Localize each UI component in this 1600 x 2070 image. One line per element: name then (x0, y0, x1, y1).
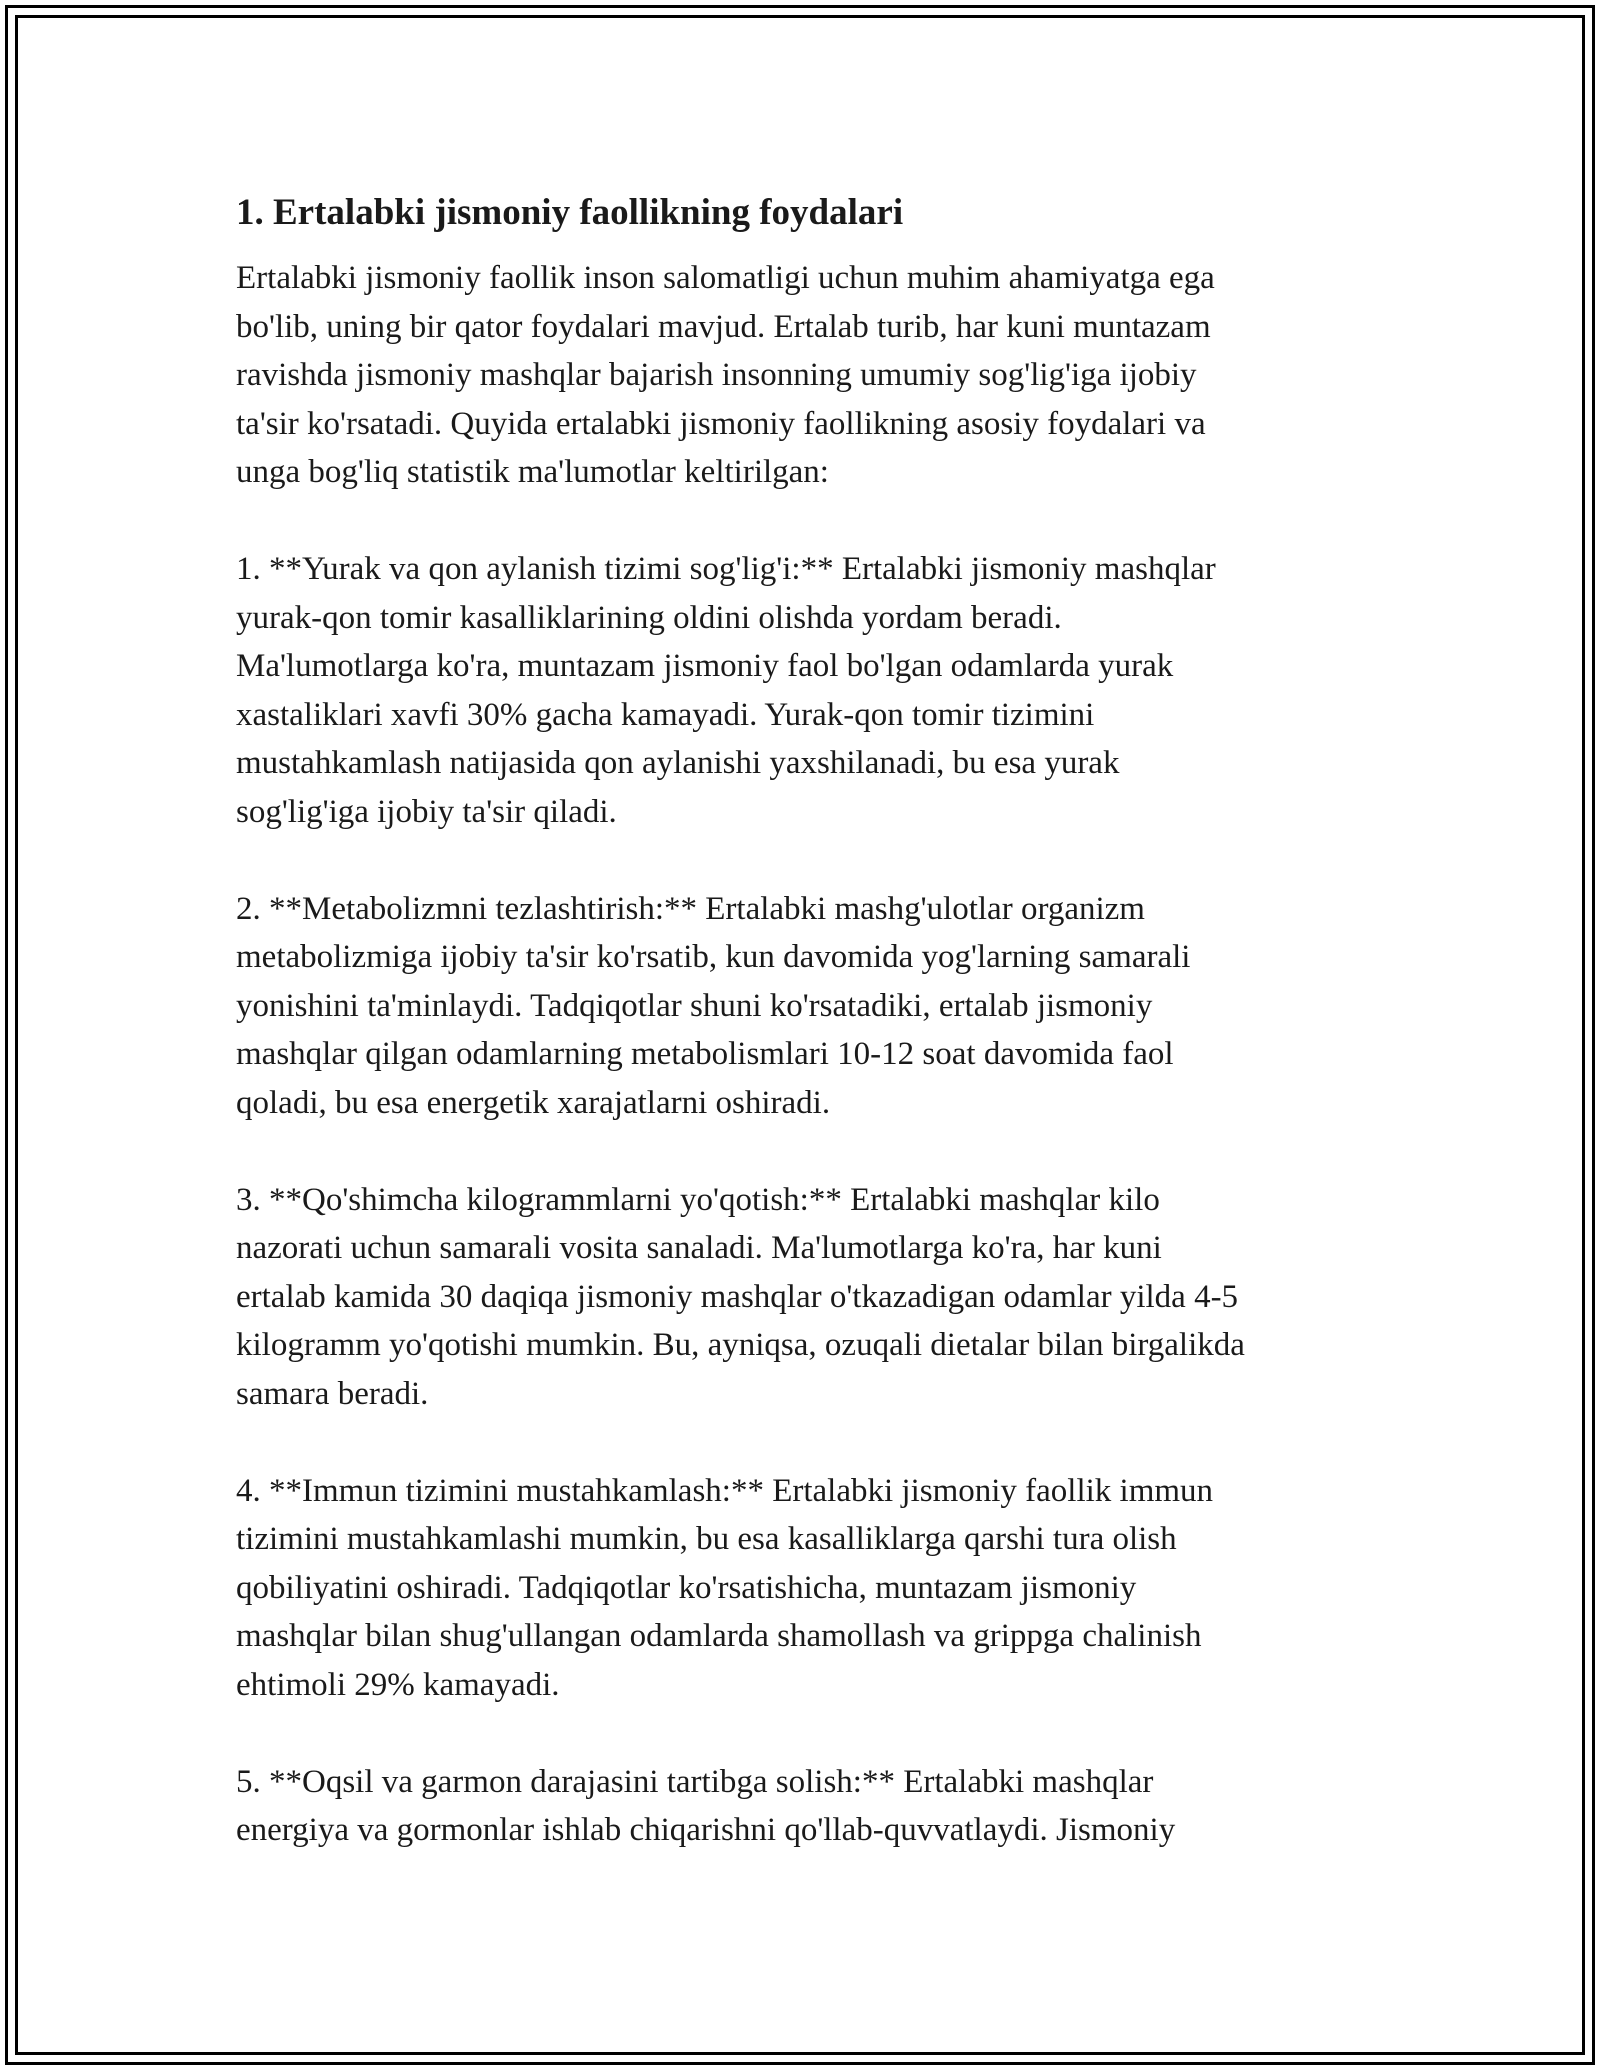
benefit-hormone-paragraph: 5. **Oqsil va garmon darajasini tartibga solish:** Ertalabki mashqlar energiya va gormonlar ishlab chiqarishni qo'llab-quvvatlaydi. Jismoniy (236, 1763, 1176, 1848)
benefit-immune-paragraph: 4. **Immun tizimini mustahkamlash:** Ertalabki jismoniy faollik immun tizimini mustahkamlashi mumkin, bu esa kasalliklarga qarshi tura olish qobiliyatini oshiradi. Tadqiqotlar ko'rsatishicha, muntazam jismoniy mashqlar bilan shug'ullangan odamlarda shamollash va grippga chalinish ehtimoli 29% kamayadi. (236, 1472, 1214, 1703)
document-body (236, 188, 1386, 1903)
benefit-weight-loss-paragraph: 3. **Qo'shimcha kilogrammlarni yo'qotish:** Ertalabki mashqlar kilo nazorati uchun samarali vosita sanaladi. Ma'lumotlarga ko'ra, har kuni ertalab kamida 30 daqiqa jismoniy mashqlar o'tkazadigan odamlar yilda 4-5 kilogramm yo'qotishi mumkin. Bu, ayniqsa, ozuqali dietalar bilan birgalikda samara beradi. (236, 1181, 1245, 1412)
intro-paragraph: Ertalabki jismoniy faollik inson salomatligi uchun muhim ahamiyatga ega bo'lib, uning bir qator foydalari mavjud. Ertalab turib, har kuni muntazam ravishda jismoniy mashqlar bajarish insonning umumiy sog'lig'iga ijobiy ta'sir ko'rsatadi. Quyida ertalabki jismoniy faollikning asosiy foydalari va unga bog'liq statistik ma'lumotlar keltirilgan: (236, 260, 1215, 490)
benefit-metabolism-paragraph: 2. **Metabolizmni tezlashtirish:** Ertalabki mashg'ulotlar organizm metabolizmiga ijobiy ta'sir ko'rsatib, kun davomida yog'larning samarali yonishini ta'minlaydi. Tadqiqotlar shuni ko'rsatadiki, ertalab jismoniy mashqlar qilgan odamlarning metabolismlari 10-12 soat davomida faol qoladi, bu esa energetik xarajatlarni oshiradi. (236, 890, 1191, 1121)
section-heading: 1. Ertalabki jismoniy faollikning foydalari (236, 192, 904, 233)
benefit-heart-paragraph: 1. **Yurak va qon aylanish tizimi sog'lig'i:** Ertalabki jismoniy mashqlar yurak-qon tomir kasalliklarining oldini olishda yordam beradi. Ma'lumotlarga ko'ra, muntazam jismoniy faol bo'lgan odamlarda yurak xastaliklari xavfi 30% gacha kamayadi. Yurak-qon tomir tizimini mustahkamlash natijasida qon aylanishi yaxshilanadi, bu esa yurak sog'lig'iga ijobiy ta'sir qiladi. (236, 551, 1216, 830)
